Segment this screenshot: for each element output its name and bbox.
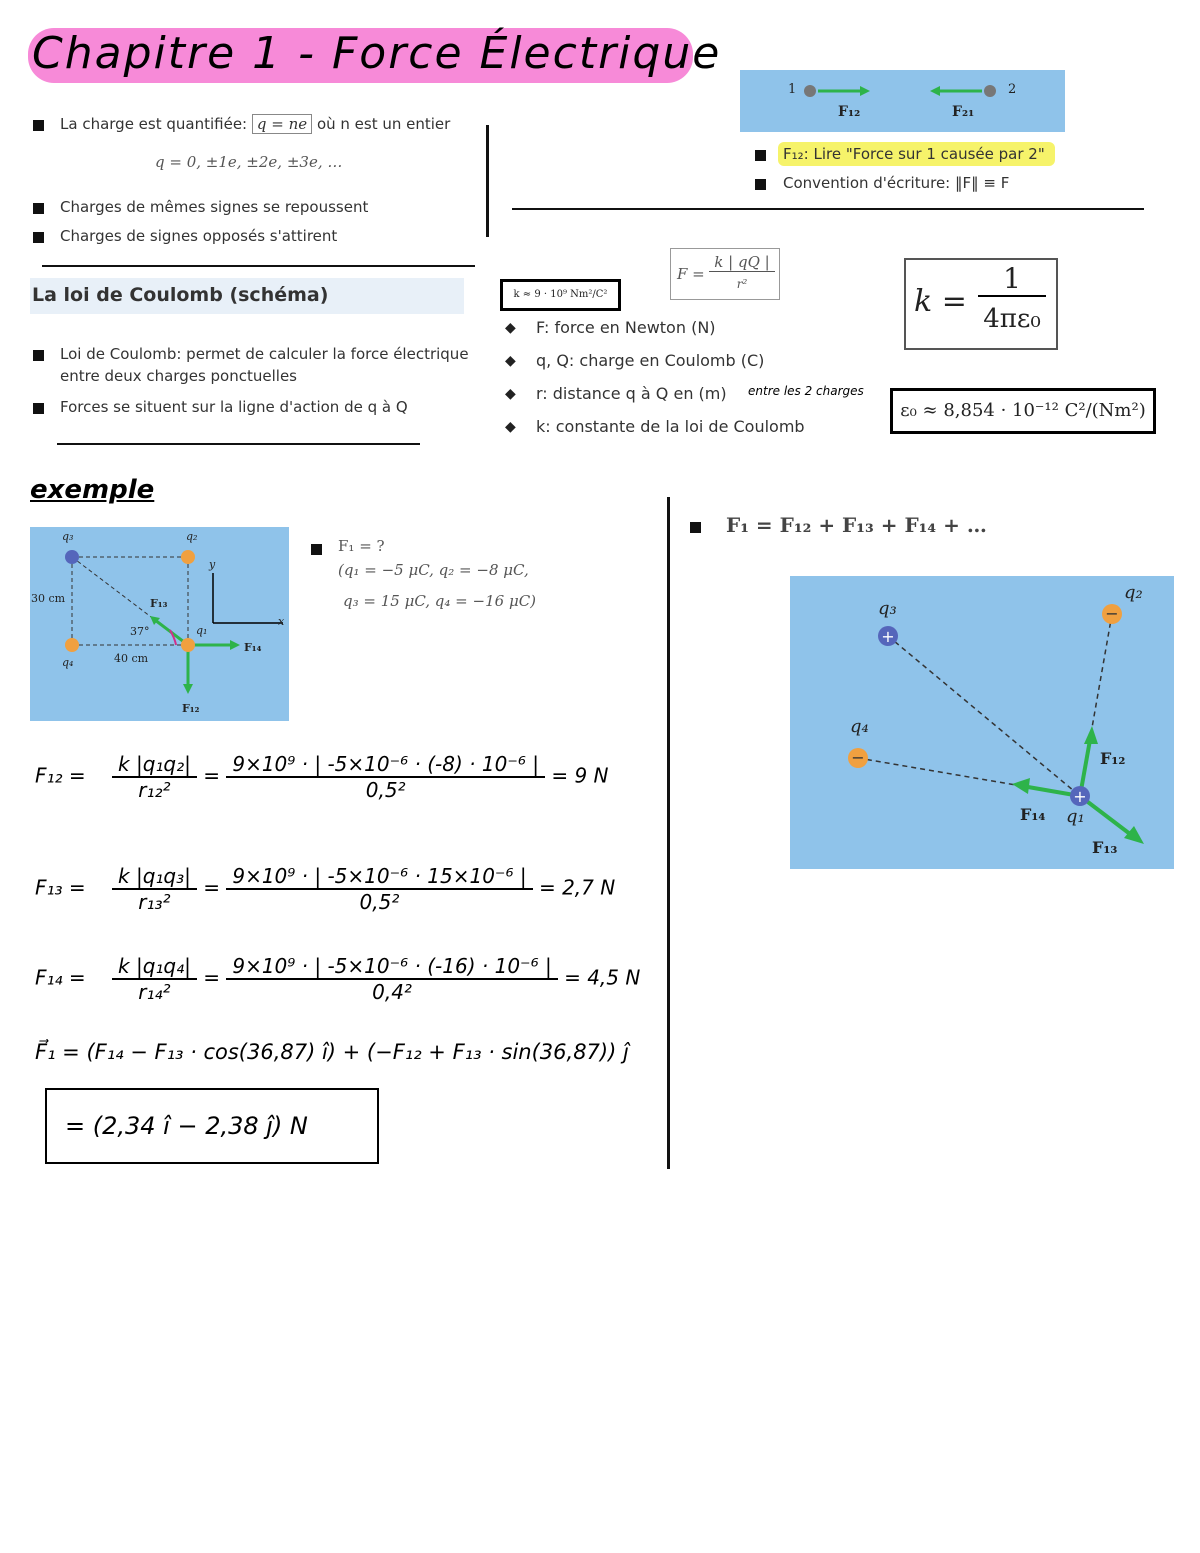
intro-bullet-2: Charges de mêmes signes se repoussent [60, 198, 369, 216]
k-lhs: k = [914, 284, 967, 319]
svg-text:+: + [1073, 787, 1087, 806]
bullet-icon [33, 203, 44, 214]
calc-r1-den: 0,5² [365, 778, 406, 802]
diamond-icon: ◆ [505, 386, 516, 402]
big-q3-label: q₃ [878, 598, 897, 619]
f13-vector-head [1124, 826, 1144, 844]
calc-r1-result: = 9 N [551, 763, 609, 788]
divider [512, 208, 1144, 210]
diamond-icon: ◆ [505, 353, 516, 369]
def-k: k: constante de la loi de Coulomb [536, 417, 805, 436]
calc-r2-fnum: k |q₁q₃| [112, 864, 197, 890]
f21-label: F₂₁ [952, 104, 975, 120]
charge-2-icon [984, 85, 996, 97]
coulomb-b1-line2: entre deux charges ponctuelles [60, 367, 297, 385]
calc-row-1: F₁₂ = $\frac{\text{k |q₁q₂|}}{\text{r₁₂²}}$ = $\frac{\text{9×10⁹ · | -5×10⁻⁶ · (-8) · 10⁻⁶ |}}{\text{0,5²}}$ = 9 N [35, 752, 609, 802]
bullet-icon [311, 544, 322, 555]
def-F: F: force en Newton (N) [536, 318, 716, 337]
page-title: Chapitre 1 - Force Électrique [32, 28, 722, 79]
fig-q1-label: q₁ [196, 624, 208, 637]
example-label: exemple [30, 475, 155, 505]
final-answer: = (2,34 î − 2,38 ĵ) N [65, 1112, 308, 1140]
f12-arrowhead [183, 684, 193, 694]
big-f12-label: F₁₂ [1100, 749, 1126, 768]
example-figure-svg [30, 527, 289, 721]
f12-arrowhead [860, 86, 870, 96]
calc-r2-fden: r₁₃² [138, 890, 171, 914]
intro-bullet-3: Charges de signes opposés s'attirent [60, 227, 338, 245]
example-given-1: (q₁ = −5 μC, q₂ = −8 μC, [338, 561, 529, 579]
def-r: r: distance q à Q en (m) [536, 384, 727, 403]
fig-f13-label: F₁₃ [150, 597, 168, 610]
coulomb-formula-box [670, 248, 780, 300]
intro-bullet-1 [60, 115, 450, 133]
forces-figure-svg [740, 70, 1065, 132]
coulomb-F-den: r² [736, 277, 748, 291]
q1-charge-icon [181, 638, 195, 652]
f12-label: F₁₂ [838, 104, 861, 120]
vector-figure-svg [790, 576, 1174, 869]
k-formula-box [904, 258, 1058, 350]
charge-2-label: 2 [1008, 82, 1017, 97]
calc-r1-fden: r₁₂² [138, 778, 171, 802]
f12-note: F₁₂: Lire "Force sur 1 causée par 2" [783, 145, 1045, 163]
k-den: 4πε₀ [983, 304, 1041, 334]
k-num: 1 [978, 262, 1046, 297]
charge-1-icon [804, 85, 816, 97]
bullet-icon [33, 232, 44, 243]
def-q: q, Q: charge en Coulomb (C) [536, 351, 765, 370]
calc-r2-result: = 2,7 N [538, 875, 616, 900]
q2-charge-icon [181, 550, 195, 564]
big-q4-label: q₄ [850, 716, 869, 737]
calc-r2-den: 0,5² [359, 890, 400, 914]
bullet-icon [690, 522, 701, 533]
calc-r3-fnum: k |q₁q₄| [112, 954, 197, 980]
bullet-icon [33, 120, 44, 131]
vector-equation: F⃗₁ = (F₁₄ − F₁₃ · cos(36,87) î) + (−F₁₂ + F₁₃ · sin(36,87)) ĵ [35, 1040, 629, 1064]
calc-r1-fnum: k |q₁q₂| [112, 752, 197, 778]
fig-q3-label: q₃ [62, 530, 74, 543]
diamond-icon: ◆ [505, 419, 516, 435]
dashed-line [888, 636, 1080, 796]
charge-1-label: 1 [788, 82, 797, 97]
final-answer-box [45, 1088, 379, 1164]
intro-b1-suffix: où n est un entier [316, 115, 451, 133]
example-figure [30, 527, 289, 721]
big-f14-label: F₁₄ [1020, 805, 1046, 824]
calc-row-2: F₁₃ = $\frac{\text{k |q₁q₃|}}{\text{r₁₃²}}$ = $\frac{\text{9×10⁹ · | -5×10⁻⁶ · 15×10⁻⁶ |}}{\text{0,5²}}$ = 2,7 N [35, 864, 616, 914]
fig-f12-label: F₁₂ [182, 702, 200, 715]
coulomb-b1-line1: Loi de Coulomb: permet de calculer la force électrique [60, 345, 469, 363]
fig-x-label: x [278, 615, 285, 628]
charge-values: q = 0, ±1e, ±2e, ±3e, … [155, 153, 343, 171]
calc-r2-lhs: F₁₃ = [35, 875, 86, 900]
bullet-icon [33, 403, 44, 414]
calc-r3-den: 0,4² [372, 980, 412, 1004]
q3-charge-icon [65, 550, 79, 564]
big-f13-label: F₁₃ [1092, 838, 1118, 857]
k-approx-box: k ≈ 9 · 10⁹ Nm²/C² [500, 279, 621, 311]
calc-r3-result: = 4,5 N [564, 965, 641, 990]
epsilon-box: ε₀ ≈ 8,854 · 10⁻¹² C²/(Nm²) [890, 388, 1156, 434]
calc-r2-num: 9×10⁹ · | -5×10⁻⁶ · 15×10⁻⁶ | [226, 864, 532, 890]
intro-b1-text: La charge est quantifiée: [60, 115, 248, 133]
coulomb-F-lhs: F = [677, 265, 705, 283]
calc-r3-lhs: F₁₄ = [35, 965, 86, 990]
f12-vector-head [1084, 726, 1098, 744]
bullet-icon [33, 350, 44, 361]
coulomb-b2: Forces se situent sur la ligne d'action de q à Q [60, 398, 408, 416]
svg-text:−: − [1105, 604, 1119, 623]
fig-y-label: y [209, 558, 216, 571]
calc-row-3: F₁₄ = $\frac{\text{k |q₁q₄|}}{\text{r₁₄²}}$ = $\frac{\text{9×10⁹ · | -5×10⁻⁶ · (-16) · 10⁻⁶ |}}{\text{0,4²}}$ = 4,5 N [35, 954, 641, 1004]
force-sum: F₁ = F₁₂ + F₁₃ + F₁₄ + … [726, 513, 987, 537]
calc-r1-num: 9×10⁹ · | -5×10⁻⁶ · (-8) · 10⁻⁶ | [226, 752, 545, 778]
coulomb-heading: La loi de Coulomb (schéma) [32, 284, 329, 306]
fig-q2-label: q₂ [186, 530, 198, 543]
fig-angle-label: 37° [130, 625, 150, 638]
bullet-icon [755, 179, 766, 190]
diamond-icon: ◆ [505, 320, 516, 336]
f21-arrowhead [930, 86, 940, 96]
divider [42, 265, 475, 267]
f14-arrowhead [230, 640, 240, 650]
calc-r3-num: 9×10⁹ · | -5×10⁻⁶ · (-16) · 10⁻⁶ | [226, 954, 557, 980]
coulomb-F-num: k | qQ | [709, 253, 775, 272]
svg-text:+: + [881, 627, 895, 646]
q4-charge-icon [65, 638, 79, 652]
big-q1-label: q₁ [1066, 806, 1085, 827]
forces-figure [740, 70, 1065, 132]
big-q2-label: q₂ [1124, 582, 1143, 603]
calc-r1-lhs: F₁₂ = [35, 763, 86, 788]
svg-text:−: − [851, 748, 865, 767]
vector-figure [790, 576, 1174, 869]
convention-note: Convention d'écriture: ‖F‖ ≡ F [783, 174, 1010, 192]
fig-30cm-label: 30 cm [31, 592, 66, 605]
fig-q4-label: q₄ [62, 656, 74, 669]
fig-40cm-label: 40 cm [114, 652, 149, 665]
f14-vector-head [1012, 778, 1030, 794]
divider-vertical [667, 497, 670, 1169]
bullet-icon [755, 150, 766, 161]
example-question: F₁ = ? [338, 537, 385, 555]
example-given-2: q₃ = 15 μC, q₄ = −16 μC) [343, 592, 537, 610]
divider-vertical [486, 125, 489, 237]
fig-f14-label: F₁₄ [244, 641, 262, 654]
def-r-note: entre les 2 charges [748, 384, 864, 398]
divider [57, 443, 420, 445]
intro-b1-formula: q = ne [252, 114, 312, 134]
calc-r3-fden: r₁₄² [138, 980, 171, 1004]
